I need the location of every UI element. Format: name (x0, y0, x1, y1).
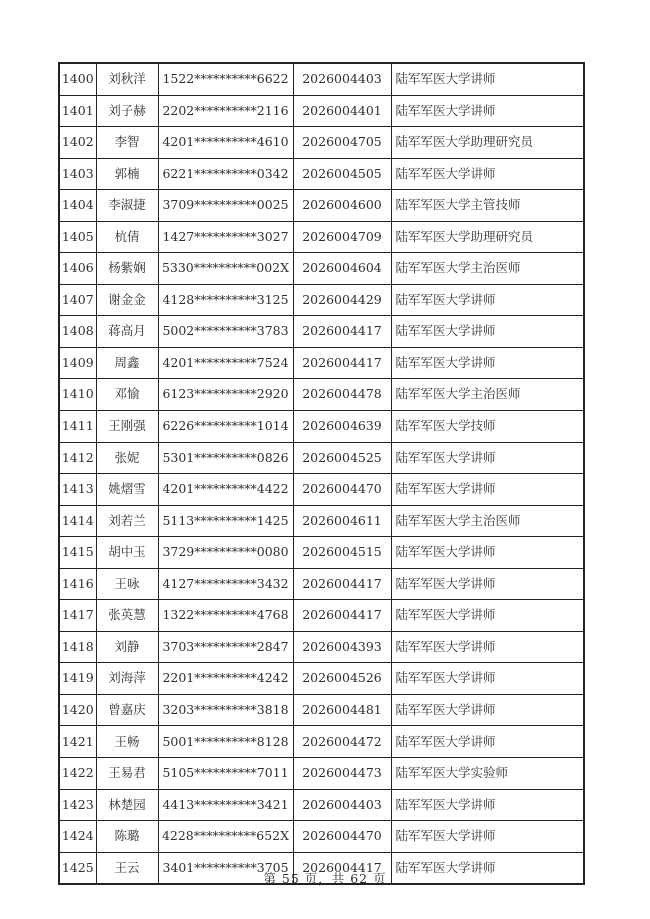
serial-number-cell: 1403 (59, 158, 96, 190)
position-title-cell: 陆军军医大学讲师 (391, 63, 584, 95)
exam-code-cell: 2026004393 (293, 631, 391, 663)
table-row (59, 537, 584, 569)
serial-number-cell: 1413 (59, 474, 96, 506)
id-number-cell: 5330**********002X (158, 253, 293, 285)
id-number-cell: 5002**********3783 (158, 316, 293, 348)
table-row (59, 758, 584, 790)
id-number-cell: 3703**********2847 (158, 631, 293, 663)
serial-number-cell: 1419 (59, 663, 96, 695)
exam-code-cell: 2026004505 (293, 158, 391, 190)
position-title-cell: 陆军军医大学讲师 (391, 316, 584, 348)
name-cell: 李淑捷 (96, 190, 158, 222)
position-title-cell: 陆军军医大学讲师 (391, 600, 584, 632)
exam-code-cell: 2026004417 (293, 347, 391, 379)
id-number-cell: 1427**********3027 (158, 221, 293, 253)
id-number-cell: 3729**********0080 (158, 537, 293, 569)
serial-number-cell: 1425 (59, 852, 96, 884)
exam-code-cell: 2026004417 (293, 568, 391, 600)
serial-number-cell: 1412 (59, 442, 96, 474)
position-title-cell: 陆军军医大学助理研究员 (391, 221, 584, 253)
position-title-cell: 陆军军医大学讲师 (391, 95, 584, 127)
table-row (59, 474, 584, 506)
table-row (59, 221, 584, 253)
exam-code-cell: 2026004470 (293, 821, 391, 853)
name-cell: 杭倩 (96, 221, 158, 253)
exam-code-cell: 2026004417 (293, 852, 391, 884)
serial-number-cell: 1407 (59, 284, 96, 316)
table-row (59, 253, 584, 285)
name-cell: 刘子赫 (96, 95, 158, 127)
serial-number-cell: 1400 (59, 63, 96, 95)
name-cell: 王畅 (96, 726, 158, 758)
position-title-cell: 陆军军医大学实验师 (391, 758, 584, 790)
position-title-cell: 陆军军医大学讲师 (391, 726, 584, 758)
table-row (59, 631, 584, 663)
name-cell: 王咏 (96, 568, 158, 600)
position-title-cell: 陆军军医大学讲师 (391, 537, 584, 569)
id-number-cell: 5113**********1425 (158, 505, 293, 537)
table-row (59, 127, 584, 159)
table-row (59, 442, 584, 474)
serial-number-cell: 1409 (59, 347, 96, 379)
serial-number-cell: 1405 (59, 221, 96, 253)
exam-code-cell: 2026004478 (293, 379, 391, 411)
id-number-cell: 5301**********0826 (158, 442, 293, 474)
id-number-cell: 6221**********0342 (158, 158, 293, 190)
serial-number-cell: 1414 (59, 505, 96, 537)
exam-code-cell: 2026004472 (293, 726, 391, 758)
personnel-roster-table (58, 62, 585, 885)
page-number-footer: 第 55 页，共 62 页 (263, 871, 387, 886)
id-number-cell: 2202**********2116 (158, 95, 293, 127)
name-cell: 王云 (96, 852, 158, 884)
exam-code-cell: 2026004481 (293, 694, 391, 726)
exam-code-cell: 2026004473 (293, 758, 391, 790)
position-title-cell: 陆军军医大学讲师 (391, 568, 584, 600)
position-title-cell: 陆军军医大学主治医师 (391, 379, 584, 411)
id-number-cell: 5001**********8128 (158, 726, 293, 758)
serial-number-cell: 1423 (59, 789, 96, 821)
name-cell: 刘海萍 (96, 663, 158, 695)
exam-code-cell: 2026004705 (293, 127, 391, 159)
exam-code-cell: 2026004709 (293, 221, 391, 253)
table-row (59, 505, 584, 537)
serial-number-cell: 1420 (59, 694, 96, 726)
serial-number-cell: 1401 (59, 95, 96, 127)
position-title-cell: 陆军军医大学主治医师 (391, 505, 584, 537)
table-row (59, 663, 584, 695)
serial-number-cell: 1402 (59, 127, 96, 159)
exam-code-cell: 2026004429 (293, 284, 391, 316)
name-cell: 陈璐 (96, 821, 158, 853)
name-cell: 张妮 (96, 442, 158, 474)
table-row (59, 600, 584, 632)
serial-number-cell: 1408 (59, 316, 96, 348)
position-title-cell: 陆军军医大学讲师 (391, 694, 584, 726)
serial-number-cell: 1411 (59, 411, 96, 443)
exam-code-cell: 2026004604 (293, 253, 391, 285)
name-cell: 李智 (96, 127, 158, 159)
exam-code-cell: 2026004417 (293, 316, 391, 348)
position-title-cell: 陆军军医大学讲师 (391, 442, 584, 474)
id-number-cell: 4201**********4422 (158, 474, 293, 506)
position-title-cell: 陆军军医大学讲师 (391, 284, 584, 316)
position-title-cell: 陆军军医大学讲师 (391, 631, 584, 663)
position-title-cell: 陆军军医大学讲师 (391, 789, 584, 821)
name-cell: 邓愉 (96, 379, 158, 411)
name-cell: 蒋高月 (96, 316, 158, 348)
name-cell: 姚熠雪 (96, 474, 158, 506)
position-title-cell: 陆军军医大学讲师 (391, 474, 584, 506)
exam-code-cell: 2026004403 (293, 63, 391, 95)
position-title-cell: 陆军军医大学主管技师 (391, 190, 584, 222)
serial-number-cell: 1404 (59, 190, 96, 222)
table-row (59, 726, 584, 758)
name-cell: 胡中玉 (96, 537, 158, 569)
table-row (59, 190, 584, 222)
serial-number-cell: 1424 (59, 821, 96, 853)
id-number-cell: 4228**********652X (158, 821, 293, 853)
serial-number-cell: 1416 (59, 568, 96, 600)
position-title-cell: 陆军军医大学讲师 (391, 663, 584, 695)
name-cell: 王刚强 (96, 411, 158, 443)
position-title-cell: 陆军军医大学助理研究员 (391, 127, 584, 159)
serial-number-cell: 1406 (59, 253, 96, 285)
position-title-cell: 陆军军医大学讲师 (391, 158, 584, 190)
serial-number-cell: 1418 (59, 631, 96, 663)
table-row (59, 694, 584, 726)
serial-number-cell: 1410 (59, 379, 96, 411)
name-cell: 杨紫娴 (96, 253, 158, 285)
table-row (59, 316, 584, 348)
id-number-cell: 1522**********6622 (158, 63, 293, 95)
table-row (59, 568, 584, 600)
id-number-cell: 4201**********4610 (158, 127, 293, 159)
id-number-cell: 1322**********4768 (158, 600, 293, 632)
serial-number-cell: 1417 (59, 600, 96, 632)
id-number-cell: 3401**********3705 (158, 852, 293, 884)
exam-code-cell: 2026004611 (293, 505, 391, 537)
position-title-cell: 陆军军医大学讲师 (391, 821, 584, 853)
name-cell: 刘秋洋 (96, 63, 158, 95)
exam-code-cell: 2026004600 (293, 190, 391, 222)
id-number-cell: 6226**********1014 (158, 411, 293, 443)
exam-code-cell: 2026004526 (293, 663, 391, 695)
table-row (59, 347, 584, 379)
id-number-cell: 3709**********0025 (158, 190, 293, 222)
name-cell: 王易君 (96, 758, 158, 790)
name-cell: 刘若兰 (96, 505, 158, 537)
id-number-cell: 3203**********3818 (158, 694, 293, 726)
position-title-cell: 陆军军医大学讲师 (391, 852, 584, 884)
table-row (59, 379, 584, 411)
position-title-cell: 陆军军医大学主治医师 (391, 253, 584, 285)
id-number-cell: 4201**********7524 (158, 347, 293, 379)
table-row (59, 411, 584, 443)
table-row (59, 158, 584, 190)
name-cell: 林楚园 (96, 789, 158, 821)
id-number-cell: 2201**********4242 (158, 663, 293, 695)
table-row (59, 284, 584, 316)
position-title-cell: 陆军军医大学讲师 (391, 347, 584, 379)
exam-code-cell: 2026004470 (293, 474, 391, 506)
id-number-cell: 4413**********3421 (158, 789, 293, 821)
exam-code-cell: 2026004525 (293, 442, 391, 474)
exam-code-cell: 2026004639 (293, 411, 391, 443)
exam-code-cell: 2026004401 (293, 95, 391, 127)
position-title-cell: 陆军军医大学技师 (391, 411, 584, 443)
serial-number-cell: 1415 (59, 537, 96, 569)
table-row (59, 789, 584, 821)
name-cell: 刘静 (96, 631, 158, 663)
table-row (59, 95, 584, 127)
id-number-cell: 4128**********3125 (158, 284, 293, 316)
roster-table-body (59, 63, 584, 884)
name-cell: 郭楠 (96, 158, 158, 190)
name-cell: 张英慧 (96, 600, 158, 632)
serial-number-cell: 1422 (59, 758, 96, 790)
exam-code-cell: 2026004403 (293, 789, 391, 821)
exam-code-cell: 2026004515 (293, 537, 391, 569)
exam-code-cell: 2026004417 (293, 600, 391, 632)
name-cell: 曾嘉庆 (96, 694, 158, 726)
id-number-cell: 5105**********7011 (158, 758, 293, 790)
id-number-cell: 4127**********3432 (158, 568, 293, 600)
serial-number-cell: 1421 (59, 726, 96, 758)
table-row (59, 63, 584, 95)
name-cell: 周鑫 (96, 347, 158, 379)
name-cell: 谢金金 (96, 284, 158, 316)
id-number-cell: 6123**********2920 (158, 379, 293, 411)
table-row (59, 821, 584, 853)
